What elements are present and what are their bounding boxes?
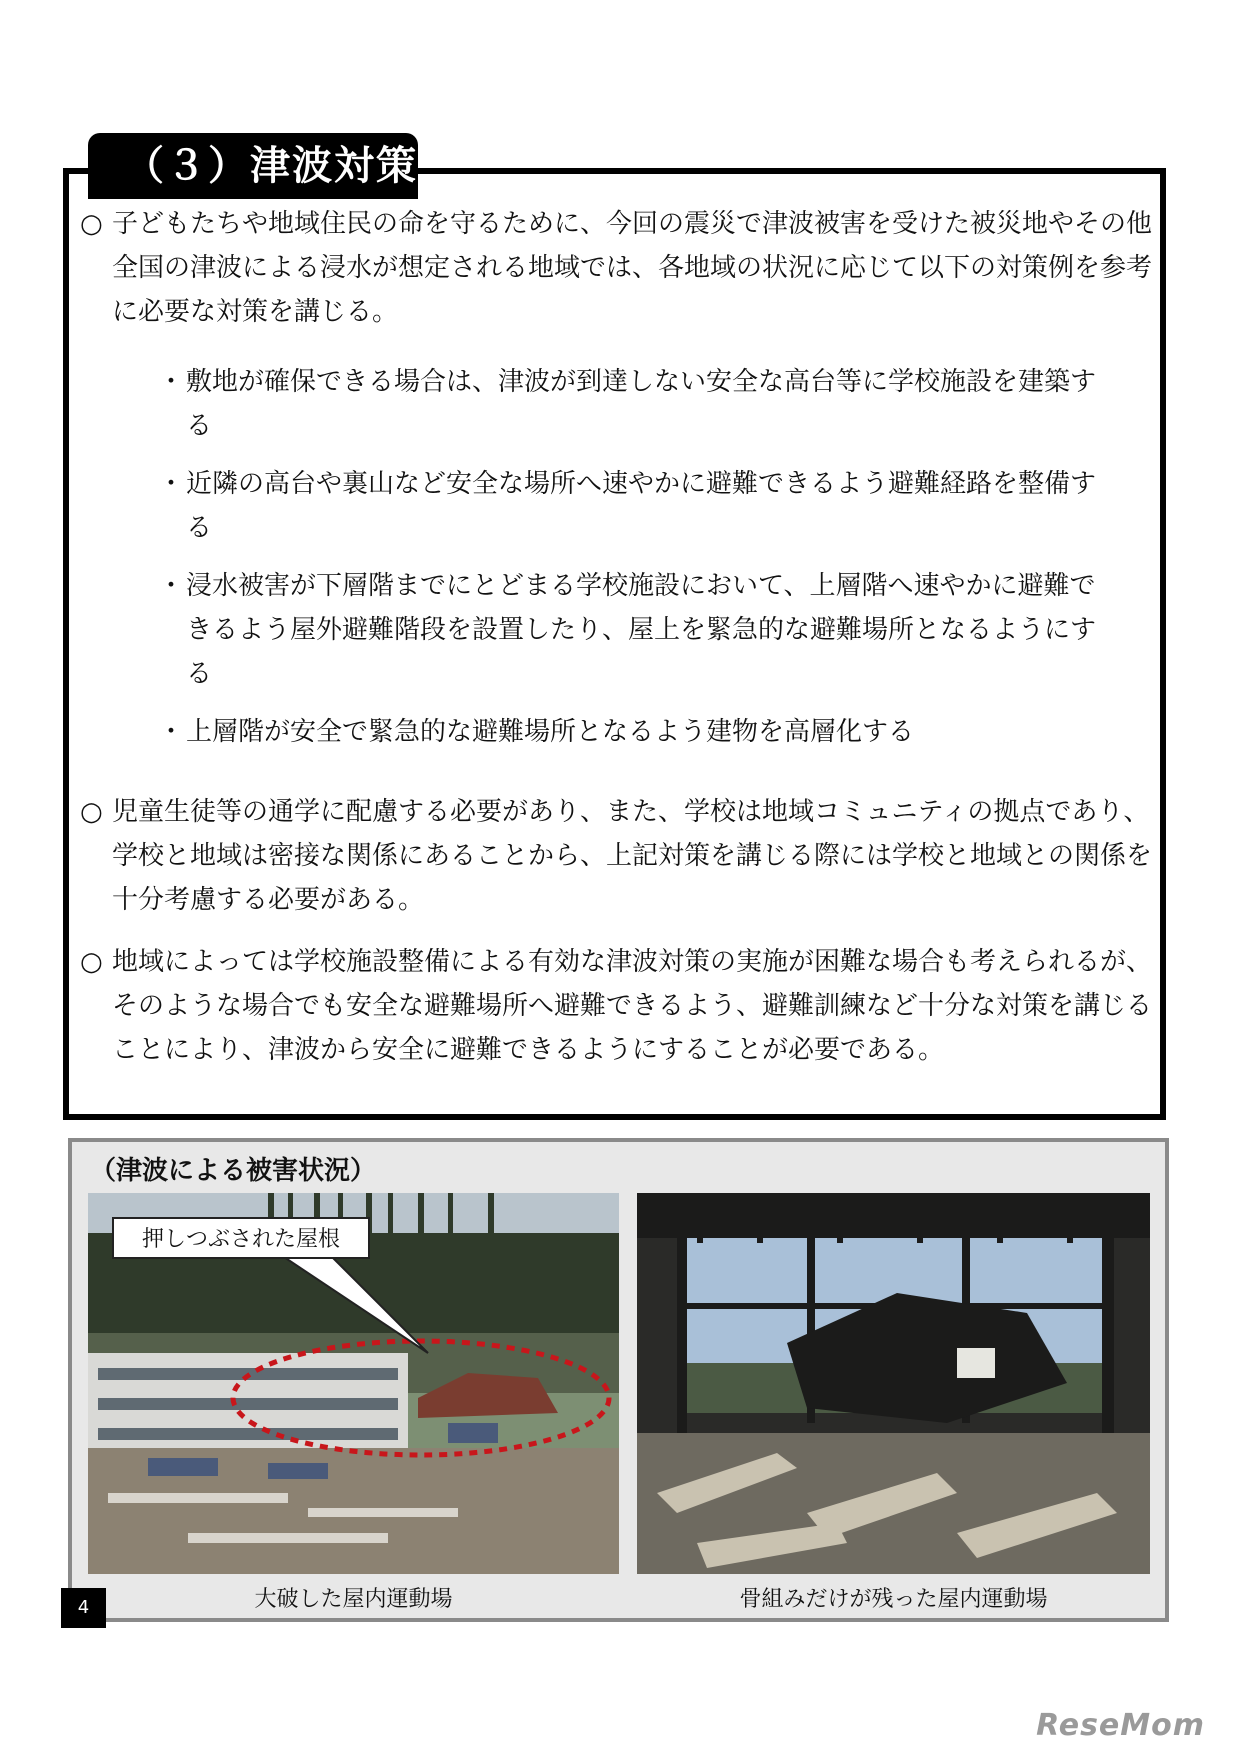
list-item: ・ 近隣の高台や裏山など安全な場所へ速やかに避難できるよう避難経路を整備する [158, 462, 1118, 550]
list-item: ・ 敷地が確保できる場合は、津波が到達しない安全な高台等に学校施設を建築する [158, 360, 1118, 448]
paragraph-text: 子どもたちや地域住民の命を守るために、今回の震災で津波被害を受けた被災地やその他全国の津波による浸水が想定される地域では、各地域の状況に応じて以下の対策例を参考に必要な対策を講じる。 [112, 209, 1153, 327]
circle-mark: ○ [80, 797, 103, 827]
paragraph-1 [80, 202, 1158, 334]
damage-title: （津波による被害状況） [90, 1156, 377, 1186]
photo-callout: 押しつぶされた屋根 [112, 1217, 370, 1259]
photo-caption-1: 大破した屋内運動場 [254, 1587, 453, 1612]
watermark-logo: ReseMom [1036, 1708, 1205, 1743]
photo-gym-frame [637, 1193, 1150, 1574]
photo-gym-frame-image [637, 1193, 1150, 1574]
list-item: ・ 上層階が安全で緊急的な避難場所となるよう建物を高層化する [158, 710, 1118, 754]
circle-mark: ○ [80, 947, 103, 977]
photo-caption-2: 骨組みだけが残った屋内運動場 [739, 1587, 1048, 1612]
paragraph-text: 児童生徒等の通学に配慮する必要があり、また、学校は地域コミュニティの拠点であり、学校と地域は密接な関係にあることから、上記対策を講じる際には学校と地域との関係を十分考慮する必要がある。 [112, 797, 1153, 915]
paragraph-2 [80, 790, 1158, 922]
circle-mark: ○ [80, 209, 103, 239]
page-number: 4 [61, 1588, 106, 1628]
section-heading: （３）津波対策 [88, 133, 418, 199]
measure-list [158, 360, 1118, 768]
paragraph-3 [80, 940, 1158, 1072]
list-item: ・ 浸水被害が下層階までにとどまる学校施設において、上層階へ速やかに避難できるよう屋外避難階段を設置したり、屋上を緊急的な避難場所となるようにする [158, 564, 1118, 696]
paragraph-text: 地域によっては学校施設整備による有効な津波対策の実施が困難な場合も考えられるが、そのような場合でも安全な避難場所へ避難できるよう、避難訓練など十分な対策を講じることにより、津波から安全に避難できるようにすることが必要である。 [112, 947, 1153, 1065]
